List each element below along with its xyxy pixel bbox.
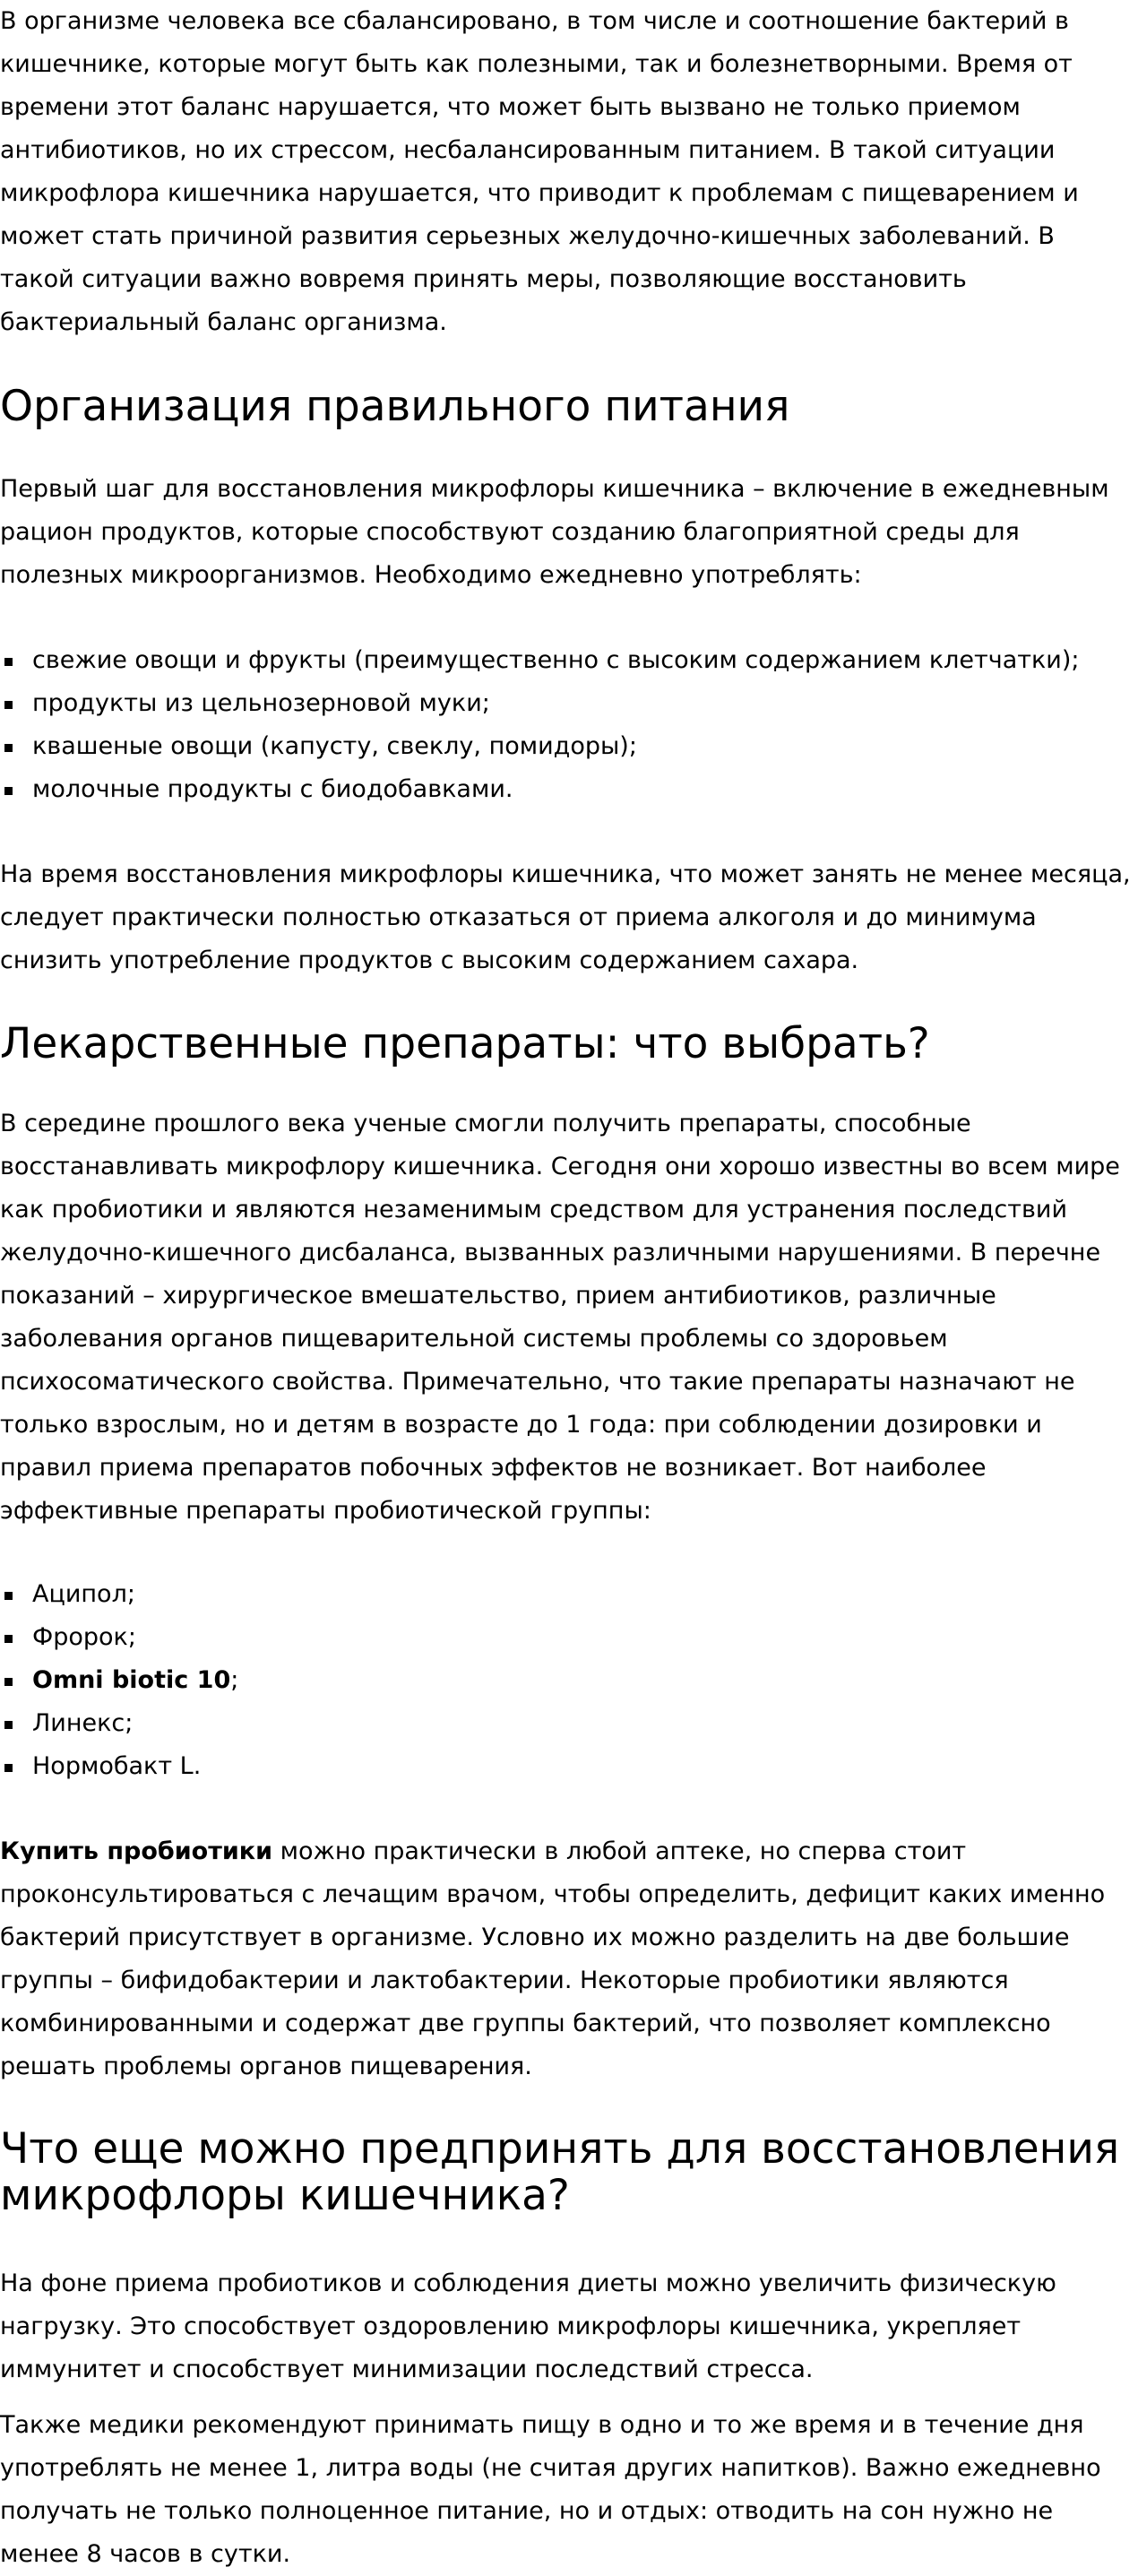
list-item: Аципол; (0, 1573, 1131, 1616)
list-item: квашеные овощи (капусту, свеклу, помидоры); (0, 725, 1131, 768)
bold-item-suffix: ; (230, 1666, 239, 1694)
bold-product-name: Omni biotic 10 (32, 1666, 231, 1694)
heading-drugs: Лекарственные препараты: что выбрать? (0, 1019, 930, 1068)
nutrition-paragraph: Первый шаг для восстановления микрофлоры кишечника – включение в ежедневным рацион продуктов, которые способствуют созданию благоприятной среды для полезных микроорганизмов. Необходимо ежедневно употреблять: (0, 475, 1109, 589)
list-item: свежие овощи и фрукты (преимущественно с высоким содержанием клетчатки); (0, 639, 1131, 682)
heading-nutrition: Организация правильного питания (0, 382, 790, 431)
food-list (0, 639, 1131, 811)
list-item: молочные продукты с биодобавками. (0, 768, 1131, 811)
list-item-bold (0, 1659, 1131, 1702)
intro-paragraph: В организме человека все сбалансировано, в том числе и соотношение бактерий в кишечнике, которые могут быть как полезными, так и болезнетворными. Время от времени этот баланс нарушается, что может быть вызвано не только приемом антибиотиков, но их стрессом, несбалансированным питанием. В такой ситуации микрофлора кишечника нарушается, что приводит к проблемам с пищеварением и может стать причиной развития серьезных желудочно-кишечных заболеваний. В такой ситуации важно вовремя принять меры, позволяющие восстановить бактериальный баланс организма. (0, 7, 1079, 336)
nutrition-after-paragraph: На время восстановления микрофлоры кишечника, что может занять не менее месяца, следует практически полностью отказаться от приема алкоголя и до минимума снизить употребление продуктов с высоким содержанием сахара. (0, 860, 1131, 974)
list-item: Линекс; (0, 1702, 1131, 1745)
list-item: Нормобакт L. (0, 1745, 1131, 1788)
list-item: продукты из цельнозерновой муки; (0, 682, 1131, 725)
buy-paragraph-rest: можно практически в любой аптеке, но сперва стоит проконсультироваться с лечащим врачом, чтобы определить, дефицит каких именно бактерий присутствует в организме. Условно их можно разделить на две большие группы – бифидобактерии и лактобактерии. Некоторые пробиотики являются комбинированными и содержат две группы бактерий, что позволяет комплексно решать проблемы органов пищеварения. (0, 1837, 1106, 2080)
drugs-paragraph: В середине прошлого века ученые смогли получить препараты, способные восстанавливать микрофлору кишечника. Сегодня они хорошо известны во всем мире как пробиотики и являются незаменимым средством для устранения последствий желудочно-кишечного дисбаланса, вызванных различными нарушениями. В перечне показаний – хирургическое вмешательство, прием антибиотиков, различные заболевания органов пищеварительной системы проблемы со здоровьем психосоматического свойства. Примечательно, что такие препараты назначают не только взрослым, но и детям в возрасте до 1 года: при соблюдении дозировки и правил приема препаратов побочных эффектов не возникает. Вот наиболее эффективные препараты пробиотической группы: (0, 1110, 1120, 1525)
list-item: Фророк; (0, 1616, 1131, 1659)
buy-paragraph (0, 1830, 1131, 2088)
more-paragraph-2: Также медики рекомендуют принимать пищу в одно и то же время и в течение дня употреблять не менее 1, литра воды (не считая других напитков). Важно ежедневно получать не только полноценное питание, но и отдых: отводить на сон нужно не менее 8 часов в сутки. (0, 2411, 1101, 2568)
probiotics-list (0, 1573, 1131, 1788)
more-paragraph-1: На фоне приема пробиотиков и соблюдения диеты можно увеличить физическую нагрузку. Это способствует оздоровлению микрофлоры кишечника, укрепляет иммунитет и способствует минимизации последствий стресса. (0, 2269, 1056, 2383)
buy-probiotics-bold: Купить пробиотики (0, 1837, 273, 1865)
heading-more: Что еще можно предпринять для восстановления микрофлоры кишечника? (0, 2124, 1120, 2220)
